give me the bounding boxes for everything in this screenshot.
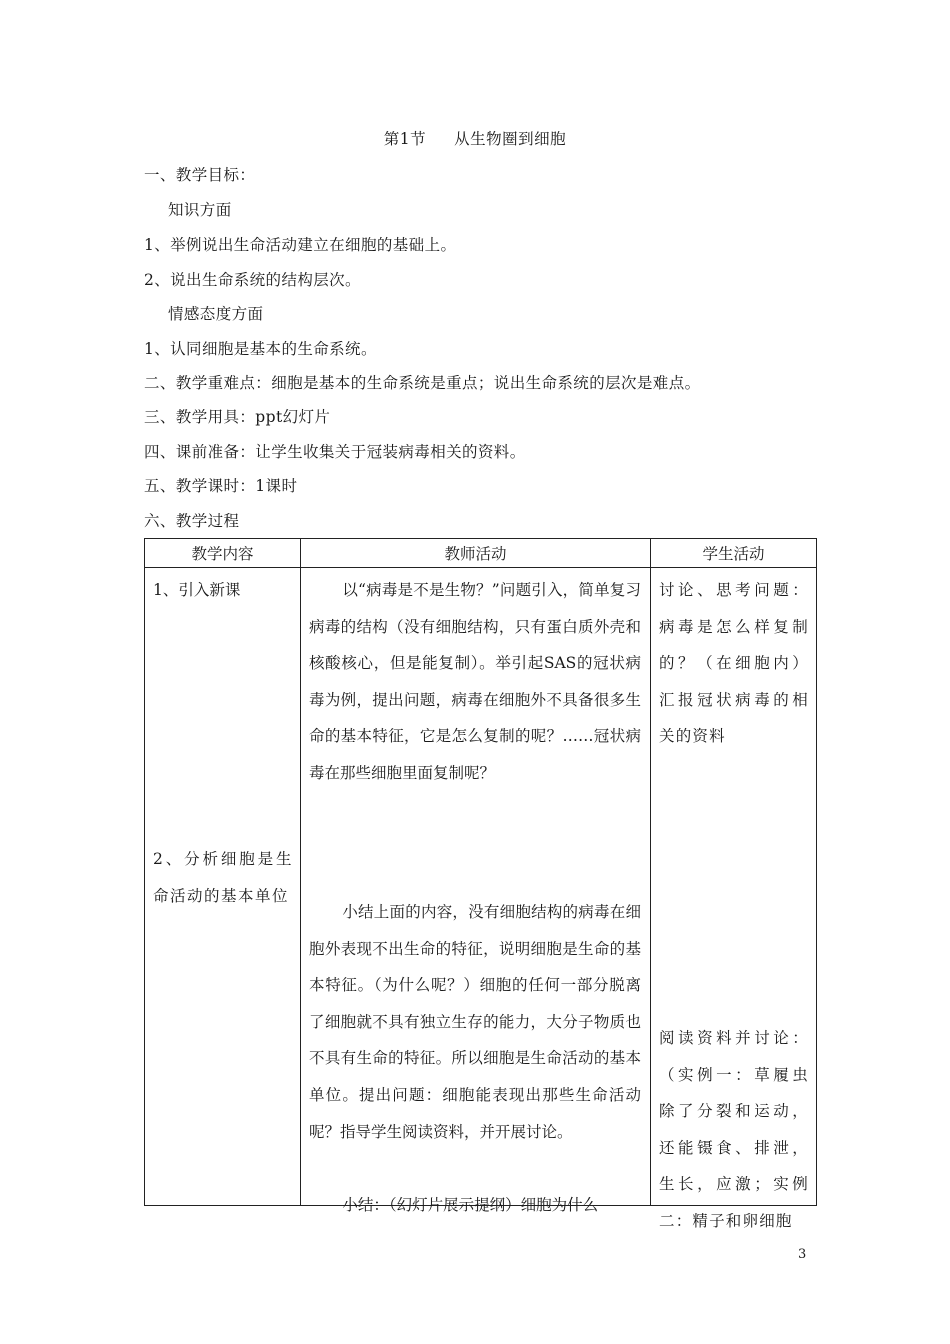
student-paragraph: 讨论、思考问题：病毒是怎么样复制的？（在细胞内）汇报冠状病毒的相关的资料 xyxy=(659,581,809,746)
page-title xyxy=(0,127,950,149)
content-item-analysis: 2、分析细胞是生命活动的基本单位 xyxy=(153,850,293,905)
teacher-paragraph: 小结上面的内容，没有细胞结构的病毒在细胞外表现不出生命的特征，说明细胞是生命的基本特征。（为什么呢？）细胞的任何一部分脱离了细胞就不具有独立生存的能力，大分子物质也不具有生命的特征。所以细胞是生命活动的基本单位。提出问题：细胞能表现出那些生命活动呢？指导学生阅读资料，并开展讨论。 xyxy=(309,903,641,1141)
student-paragraph: 阅读资料并讨论：（实例一：草履虫除了分裂和运动，还能镊食、排泄，生长，应激；实例二：精子和卵细胞 xyxy=(659,1029,809,1230)
section-name: 从生物圈到细胞 xyxy=(454,130,567,148)
teaching-tools: 三、教学用具：ppt幻灯片 xyxy=(144,408,331,426)
knowledge-item: 2、说出生命系统的结构层次。 xyxy=(144,271,361,289)
content-item-intro: 1、引入新课 xyxy=(153,581,241,599)
knowledge-heading: 知识方面 xyxy=(168,201,232,219)
emotion-item: 1、认同细胞是基本的生命系统。 xyxy=(144,340,377,358)
class-hours: 五、教学课时：1课时 xyxy=(144,477,298,495)
student-cell xyxy=(651,568,817,1230)
section-number: 第1节 xyxy=(383,130,427,148)
preparation: 四、课前准备：让学生收集关于冠装病毒相关的资料。 xyxy=(144,443,526,461)
key-points: 二、教学重难点：细胞是基本的生命系统是重点；说出生命系统的层次是难点。 xyxy=(144,374,701,392)
teacher-paragraph: 小结：（幻灯片展示提纲）细胞为什么 xyxy=(342,1196,599,1214)
process-heading: 六、教学过程 xyxy=(144,512,240,530)
table-row xyxy=(145,568,817,1206)
header-teacher: 教师活动 xyxy=(301,539,651,568)
objectives-heading: 一、教学目标： xyxy=(144,166,256,184)
emotion-heading: 情感态度方面 xyxy=(168,305,264,323)
knowledge-item: 1、举例说出生命活动建立在细胞的基础上。 xyxy=(144,236,457,254)
teacher-paragraph: 以“病毒是不是生物？”问题引入，简单复习病毒的结构（没有细胞结构，只有蛋白质外壳和核酸核心，但是能复制）。举引起SAS的冠状病毒为例，提出问题，病毒在细胞外不具备很多生命的基本特征，它是怎么复制的呢？……冠状病毒在那些细胞里面复制呢？ xyxy=(309,581,641,782)
teacher-cell xyxy=(301,568,651,1214)
header-student: 学生活动 xyxy=(651,539,817,568)
header-content: 教学内容 xyxy=(145,539,301,568)
content-cell xyxy=(145,568,301,1206)
teaching-process-table xyxy=(144,538,817,1230)
page-number: 3 xyxy=(798,1247,807,1262)
table-header-row xyxy=(145,539,817,568)
